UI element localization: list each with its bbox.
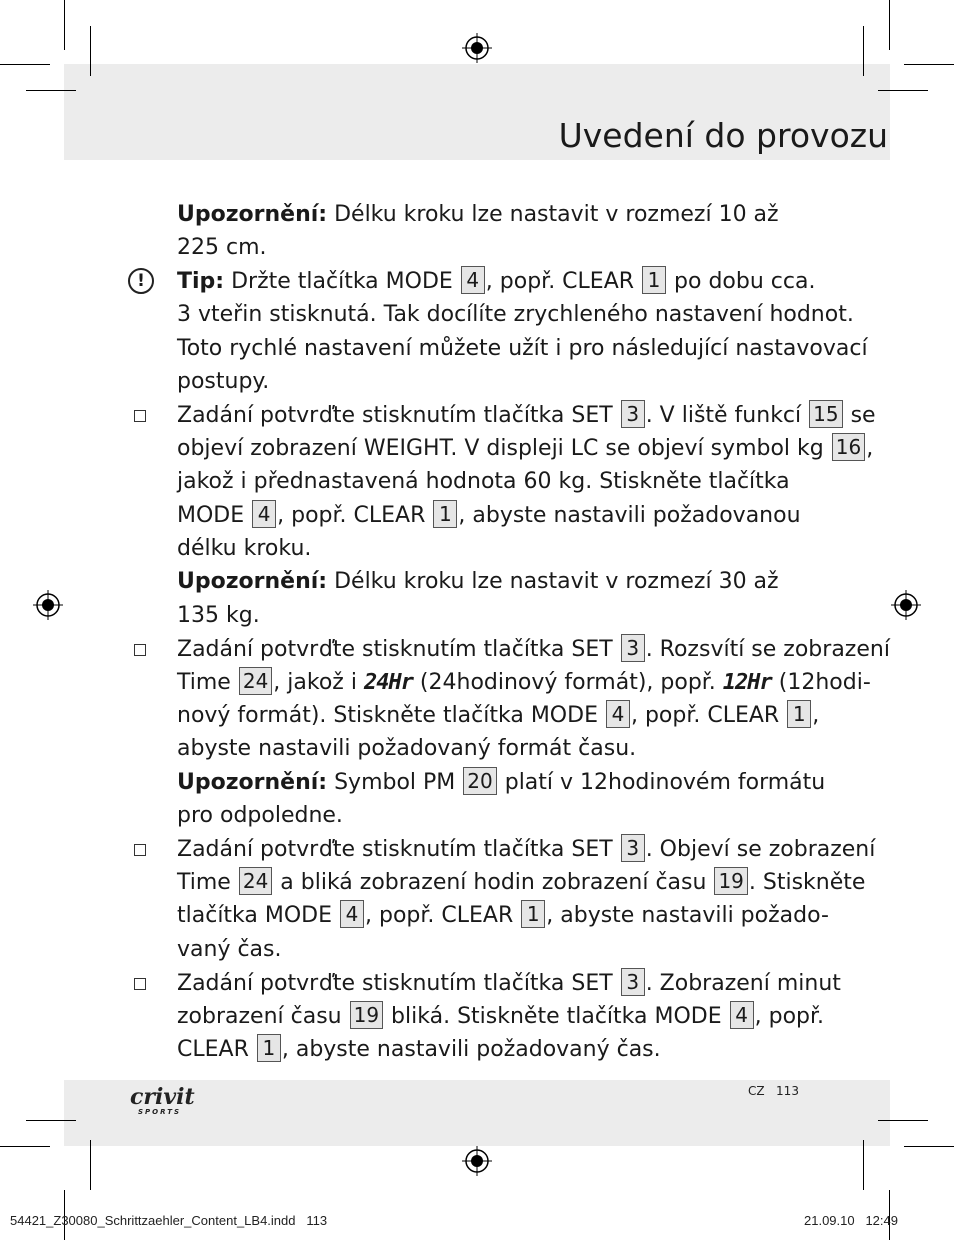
text-line: abyste nastavili požadovaný formát času. xyxy=(177,736,637,761)
ref-box: 1 xyxy=(521,900,545,928)
text-line xyxy=(177,699,819,732)
step-line xyxy=(177,633,890,666)
ref-box: 4 xyxy=(252,500,276,528)
text-line xyxy=(177,1000,824,1033)
note-text: platí v 12hodinovém formátu xyxy=(497,770,826,795)
text-span: . Objeví se zobrazení xyxy=(645,837,876,862)
text-span: , popř. CLEAR xyxy=(485,269,642,294)
ref-box: 19 xyxy=(350,1001,383,1029)
text-span: , abyste nastavili požadovanou xyxy=(458,503,801,528)
text-line: 225 cm. xyxy=(177,235,267,260)
ref-box: 3 xyxy=(621,400,645,428)
text-span: , abyste nastavili požadovaný čas. xyxy=(281,1037,661,1062)
text-line: postupy. xyxy=(177,369,270,394)
text-span: , popř. xyxy=(754,1004,825,1029)
text-line xyxy=(177,499,801,532)
text-line: jakož i přednastavená hodnota 60 kg. Stiskněte tlačítka xyxy=(177,469,790,494)
square-bullet-icon xyxy=(134,844,146,856)
note-text: Délku kroku lze nastavit v rozmezí 30 až xyxy=(327,569,779,594)
text-span: tlačítka MODE xyxy=(177,903,340,928)
ref-box: 16 xyxy=(832,433,865,461)
text-line: pro odpoledne. xyxy=(177,803,343,828)
ref-box: 4 xyxy=(461,266,485,294)
text-span: , popř. CLEAR xyxy=(365,903,521,928)
text-span: nový formát). Stiskněte tlačítka MODE xyxy=(177,703,605,728)
text-span: zobrazení času xyxy=(177,1004,349,1029)
tip-line xyxy=(177,265,815,298)
ref-box: 1 xyxy=(787,700,811,728)
note-line xyxy=(177,766,825,799)
text-span: , abyste nastavili požado- xyxy=(546,903,829,928)
ref-box: 4 xyxy=(606,700,630,728)
ref-box: 3 xyxy=(621,634,645,662)
ref-box: 1 xyxy=(257,1034,281,1062)
note-line xyxy=(177,565,779,598)
text-line: Toto rychlé nastavení můžete užít i pro následující nastavovací xyxy=(177,336,868,361)
file-slug: 54421_Z30080_Schrittzaehler_Content_LB4.indd 113 xyxy=(10,1213,328,1228)
text-span: , popř. CLEAR xyxy=(630,703,787,728)
lcd-24hr-symbol: 24Hr xyxy=(363,670,413,695)
ref-box: 4 xyxy=(730,1001,754,1029)
text-line xyxy=(177,866,865,899)
text-line: 135 kg. xyxy=(177,603,260,628)
ref-box: 4 xyxy=(340,900,364,928)
text-span: Time xyxy=(177,670,238,695)
text-span: a bliká zobrazení hodin zobrazení času xyxy=(273,870,714,895)
square-bullet-icon xyxy=(134,410,146,422)
ref-box: 1 xyxy=(642,266,666,294)
text-span: . Rozsvítí se zobrazení xyxy=(645,637,890,662)
text-span: (12hodi- xyxy=(771,670,871,695)
text-span: . Stiskněte xyxy=(748,870,866,895)
square-bullet-icon xyxy=(134,644,146,656)
text-span: Zadání potvrďte stisknutím tlačítka SET xyxy=(177,403,620,428)
text-line: vaný čas. xyxy=(177,937,282,962)
text-span: , xyxy=(812,703,820,728)
step-line xyxy=(177,399,876,432)
text-span: Zadání potvrďte stisknutím tlačítka SET xyxy=(177,971,620,996)
brand-logo-sub: SPORTS xyxy=(138,1108,182,1116)
exclamation-icon: ! xyxy=(128,268,154,294)
lcd-12hr-symbol: 12Hr xyxy=(722,670,772,695)
note-line xyxy=(177,198,779,231)
text-span: , xyxy=(866,436,874,461)
text-span: Zadání potvrďte stisknutím tlačítka SET xyxy=(177,637,620,662)
ref-box: 3 xyxy=(621,834,645,862)
note-label: Upozornění: xyxy=(177,569,328,594)
text-span: . Zobrazení minut xyxy=(645,971,841,996)
tip-label: Tip: xyxy=(177,269,225,294)
note-text: Délku kroku lze nastavit v rozmezí 10 až xyxy=(327,202,779,227)
text-line xyxy=(177,666,871,699)
square-bullet-icon xyxy=(134,978,146,990)
note-label: Upozornění: xyxy=(177,770,328,795)
ref-box: 24 xyxy=(239,867,272,895)
text-span: Time xyxy=(177,870,238,895)
text-line xyxy=(177,1033,661,1066)
text-line: délku kroku. xyxy=(177,536,312,561)
ref-box: 24 xyxy=(239,667,272,695)
text-line: 3 vteřin stisknutá. Tak docílíte zrychleného nastavení hodnot. xyxy=(177,302,854,327)
ref-box: 1 xyxy=(433,500,457,528)
ref-box: 15 xyxy=(809,400,842,428)
text-span: MODE xyxy=(177,503,252,528)
text-span: , popř. CLEAR xyxy=(277,503,433,528)
note-label: Upozornění: xyxy=(177,202,328,227)
text-span: , jakož i xyxy=(273,670,364,695)
text-span: CLEAR xyxy=(177,1037,256,1062)
step-line xyxy=(177,833,875,866)
ref-box: 3 xyxy=(621,968,645,996)
text-line xyxy=(177,432,873,465)
page-title: Uvedení do provozu xyxy=(558,116,888,155)
text-span: . V liště funkcí xyxy=(645,403,809,428)
text-span: objeví zobrazení WEIGHT. V displeji LC se objeví symbol kg xyxy=(177,436,831,461)
step-line xyxy=(177,967,841,1000)
ref-box: 19 xyxy=(714,867,747,895)
text-span: se xyxy=(843,403,876,428)
text-span: (24hodinový formát), popř. xyxy=(412,670,723,695)
brand-logo: crivit xyxy=(130,1084,195,1110)
ref-box: 20 xyxy=(463,767,496,795)
date-slug: 21.09.10 12:49 xyxy=(804,1213,898,1228)
text-span: Zadání potvrďte stisknutím tlačítka SET xyxy=(177,837,620,862)
text-span: po dobu cca. xyxy=(667,269,816,294)
note-text: Symbol PM xyxy=(327,770,463,795)
page-number: CZ 113 xyxy=(748,1084,799,1098)
text-line xyxy=(177,899,829,932)
text-span: bliká. Stiskněte tlačítka MODE xyxy=(384,1004,729,1029)
text-span: Držte tlačítka MODE xyxy=(224,269,460,294)
